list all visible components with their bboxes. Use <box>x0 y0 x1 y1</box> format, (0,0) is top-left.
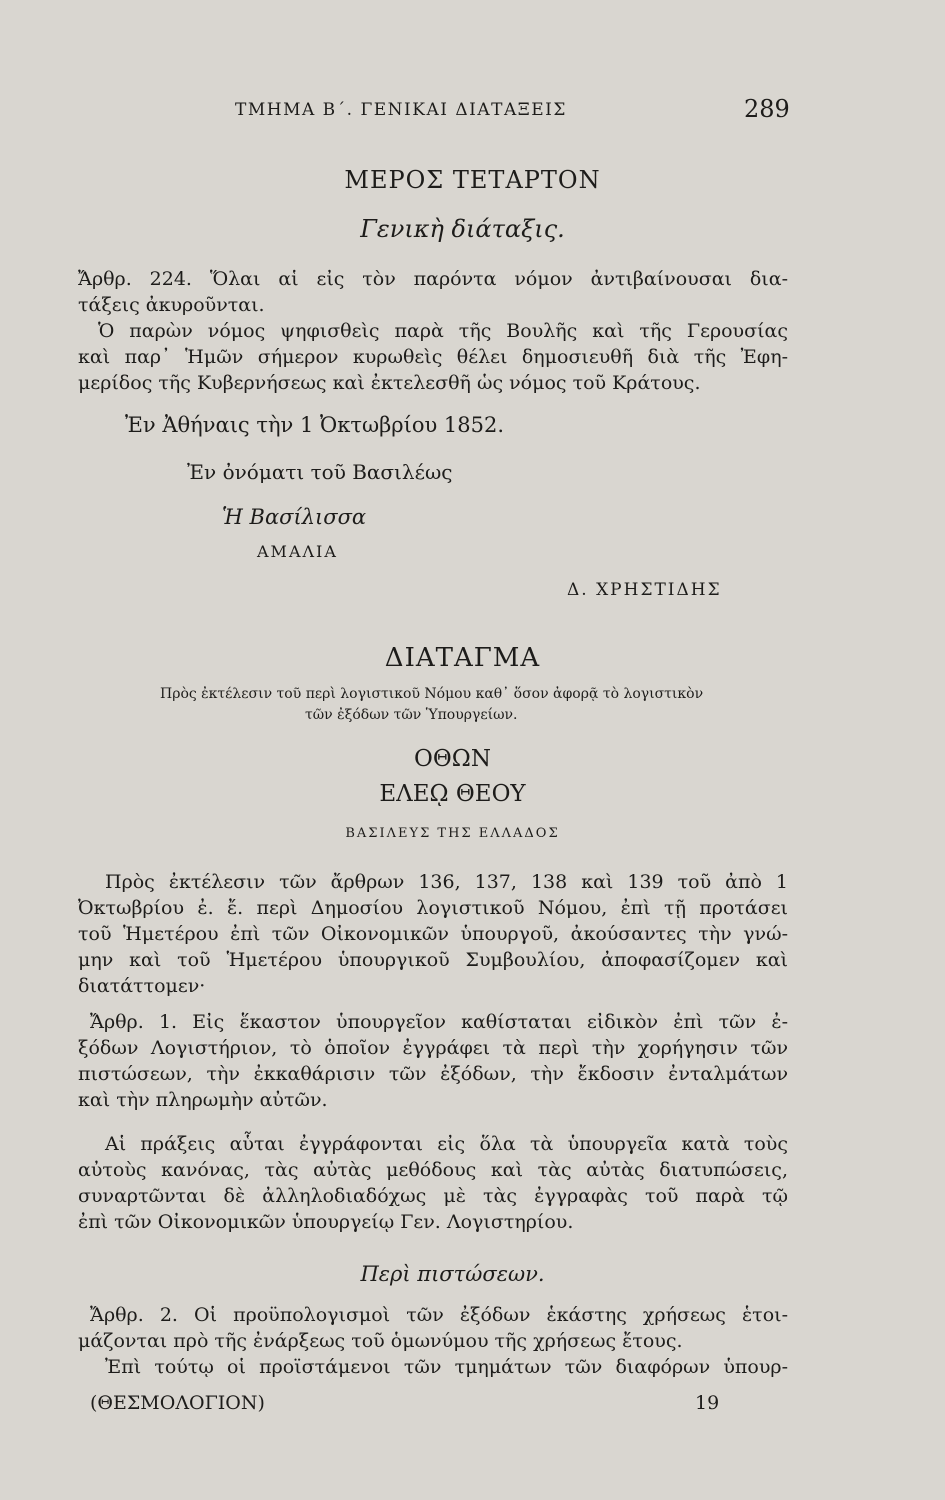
decree-subtitle-line-2: τῶν ἐξόδων τῶν Ὑπουργείων. <box>305 707 518 723</box>
section-heading: Περὶ πιστώσεων. <box>360 1262 545 1286</box>
body-line-4: μην καὶ τοῦ Ἡμετέρου ὑπουργικοῦ Συμβουλίου, ἀποφασίζομεν καὶ <box>78 949 788 971</box>
body-line-13: ἐπὶ τῶν Οἰκονομικῶν ὑπουργείῳ Γεν. Λογιστηρίου. <box>78 1211 574 1233</box>
body-line-9: καὶ τὴν πληρωμὴν αὐτῶν. <box>78 1089 328 1111</box>
body-line-2: Ὀκτωβρίου ἐ. ἔ. περὶ Δημοσίου λογιστικοῦ Νόμου, ἐπὶ τῇ προτάσει <box>78 897 788 919</box>
footer-signature-mark: 19 <box>695 1392 720 1414</box>
body-line-5: διατάττομεν· <box>78 975 206 997</box>
signature-queen-name: ΑΜΑΛΙΑ <box>257 542 338 561</box>
body-line-11: αὐτοὺς κανόνας, τὰς αὐτὰς μεθόδους καὶ τὰς αὐτὰς διατυπώσεις, <box>78 1159 788 1181</box>
page-number: 289 <box>744 95 790 123</box>
part-subheading: Γενικὴ διάταξις. <box>360 215 565 243</box>
footer-source: (ΘΕΣΜΟΛΟΓΙΟΝ) <box>90 1392 265 1414</box>
decree-title: ΔΙΑΤΑΓΜΑ <box>384 643 541 673</box>
decree-king: ΟΘΩΝ <box>414 746 491 772</box>
signature-minister: Δ. ΧΡΗΣΤΙΔΗΣ <box>567 580 722 600</box>
decree-subtitle-line-1: Πρὸς ἐκτέλεσιν τοῦ περὶ λογιστικοῦ Νόμου καθ᾽ ὅσον ἀφορᾷ τὸ λογιστικὸν <box>160 686 704 702</box>
article-224-line-2: τάξεις ἀκυροῦνται. <box>78 294 265 316</box>
body-line-1: Πρὸς ἐκτέλεσιν τῶν ἄρθρων 136, 137, 138 καὶ 139 τοῦ ἀπὸ 1 <box>105 871 788 893</box>
section-line-2: μάζονται πρὸ τῆς ἐνάρξεως τοῦ ὁμωνύμου τῆς χρήσεως ἔτους. <box>78 1330 683 1352</box>
body-line-10: Αἱ πράξεις αὗται ἐγγράφονται εἰς ὅλα τὰ ὑπουργεῖα κατὰ τοὺς <box>105 1133 788 1155</box>
article-224-line-1: Ἄρθρ. 224. Ὅλαι αἱ εἰς τὸν παρόντα νόμον ἀντιβαίνουσαι δια- <box>78 268 788 290</box>
signature-queen: Ἡ Βασίλισσα <box>222 505 367 529</box>
section-line-3: Ἐπὶ τούτῳ οἱ προϊστάμενοι τῶν τμημάτων τῶν διαφόρων ὑπουρ- <box>105 1356 788 1378</box>
body-line-6: Ἄρθρ. 1. Εἰς ἕκαστον ὑπουργεῖον καθίσταται εἰδικὸν ἐπὶ τῶν ἐ- <box>90 1011 788 1033</box>
signature-date: Ἐν Ἀθήναις τὴν 1 Ὀκτωβρίου 1852. <box>125 413 505 437</box>
running-header: ΤΜΗΜΑ Β΄. ΓΕΝΙΚΑΙ ΔΙΑΤΑΞΕΙΣ <box>235 100 567 120</box>
article-224-line-3: Ὁ παρὼν νόμος ψηφισθεὶς παρὰ τῆς Βουλῆς καὶ τῆς Γερουσίας <box>98 320 788 342</box>
body-line-3: τοῦ Ἡμετέρου ἐπὶ τῶν Οἰκονομικῶν ὑπουργοῦ, ἀκούσαντες τὴν γνώ- <box>78 923 788 945</box>
body-line-7: ξόδων Λογιστήριον, τὸ ὁποῖον ἐγγράφει τὰ περὶ τὴν χορήγησιν τῶν <box>78 1037 788 1059</box>
section-line-1: Ἄρθρ. 2. Οἱ προϋπολογισμοὶ τῶν ἐξόδων ἑκάστης χρήσεως ἑτοι- <box>90 1304 788 1326</box>
body-line-12: συναρτῶνται δὲ ἀλληλοδιαδόχως μὲ τὰς ἐγγραφὰς τοῦ παρὰ τῷ <box>78 1185 788 1207</box>
article-224-line-5: μερίδος τῆς Κυβερνήσεως καὶ ἐκτελεσθῆ ὡς νόμος τοῦ Κράτους. <box>78 372 701 394</box>
body-line-8: πιστώσεων, τὴν ἐκκαθάρισιν τῶν ἐξόδων, τὴν ἔκδοσιν ἐνταλμάτων <box>78 1063 788 1085</box>
part-heading: ΜΕΡΟΣ ΤΕΤΑΡΤΟΝ <box>344 166 601 194</box>
signature-in-name: Ἐν ὀνόματι τοῦ Βασιλέως <box>187 460 453 484</box>
decree-grace: ΕΛΕῼ ΘΕΟΥ <box>379 781 526 807</box>
article-224-line-4: καὶ παρ᾽ Ἡμῶν σήμερον κυρωθεὶς θέλει δημοσιευθῆ διὰ τῆς Ἐφη- <box>78 346 788 368</box>
decree-king-title: ΒΑΣΙΛΕΥΣ ΤΗΣ ΕΛΛΑΔΟΣ <box>345 826 560 841</box>
